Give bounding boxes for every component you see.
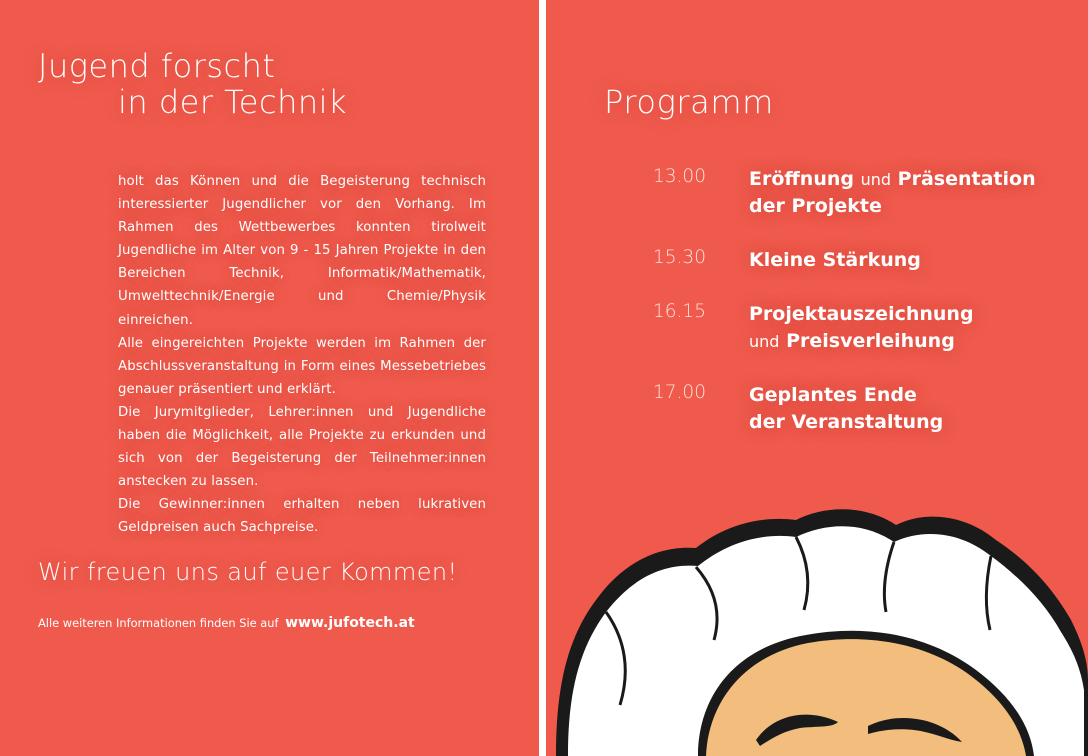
program-text: Projektauszeichnung [749, 303, 974, 325]
right-panel [546, 0, 1088, 756]
program-text: Präsentation [897, 168, 1036, 190]
einstein-face-illustration [546, 0, 1088, 756]
program-text: Eröffnung [749, 168, 854, 190]
program-time: 13.00 [653, 166, 706, 187]
program-text: der Projekte [749, 195, 882, 217]
program-text: der Veranstaltung [749, 411, 944, 433]
website-link[interactable]: www.jufotech.at [285, 615, 415, 631]
program-time: 15.30 [653, 247, 706, 268]
program-connector: und [749, 332, 780, 351]
left-panel [0, 0, 539, 756]
program-text: Geplantes Ende [749, 384, 917, 406]
program-time: 16.15 [653, 301, 706, 322]
page-title [38, 48, 347, 120]
paragraph-4: Die Gewinner:innen erhalten neben lukrativen Geldpreisen auch Sachpreise. [118, 497, 486, 536]
paragraph-1: holt das Können und die Begeisterung technisch interessierter Jugendlicher vor den Vorhang. Im Rahmen des Wettbewerbes konnten tirolweit Jugendliche im Alter von 9 - 15 Jahren Projekte in den Bereichen Technik, Informatik/Mathematik, Umwelttechnik/Energie und Chemie/Physik einreichen. [118, 174, 486, 328]
program-text: Preisverleihung [786, 330, 955, 352]
title-line-1: Jugend forscht [38, 47, 276, 85]
program-text: Kleine Stärkung [749, 249, 921, 271]
closing-line: Wir freuen uns auf euer Kommen! [38, 558, 458, 586]
program-connector: und [860, 170, 892, 189]
paragraph-2: Alle eingereichten Projekte werden im Rahmen der Abschlussveranstaltung in Form eines Messebetriebes genauer präsentiert und erklärt. [118, 335, 486, 397]
info-line [38, 615, 415, 631]
description-text [118, 170, 486, 540]
info-text: Alle weiteren Informationen finden Sie auf [38, 616, 279, 630]
paragraph-3: Die Jurymitglieder, Lehrer:innen und Jugendliche haben die Möglichkeit, alle Projekte zu erkunden und sich von der Begeisterung der Teilnehmer:innen anstecken zu lassen. [118, 404, 486, 490]
program-time: 17.00 [653, 382, 706, 403]
program-title: Programm [604, 83, 774, 121]
title-line-2: in der Technik [118, 83, 348, 121]
